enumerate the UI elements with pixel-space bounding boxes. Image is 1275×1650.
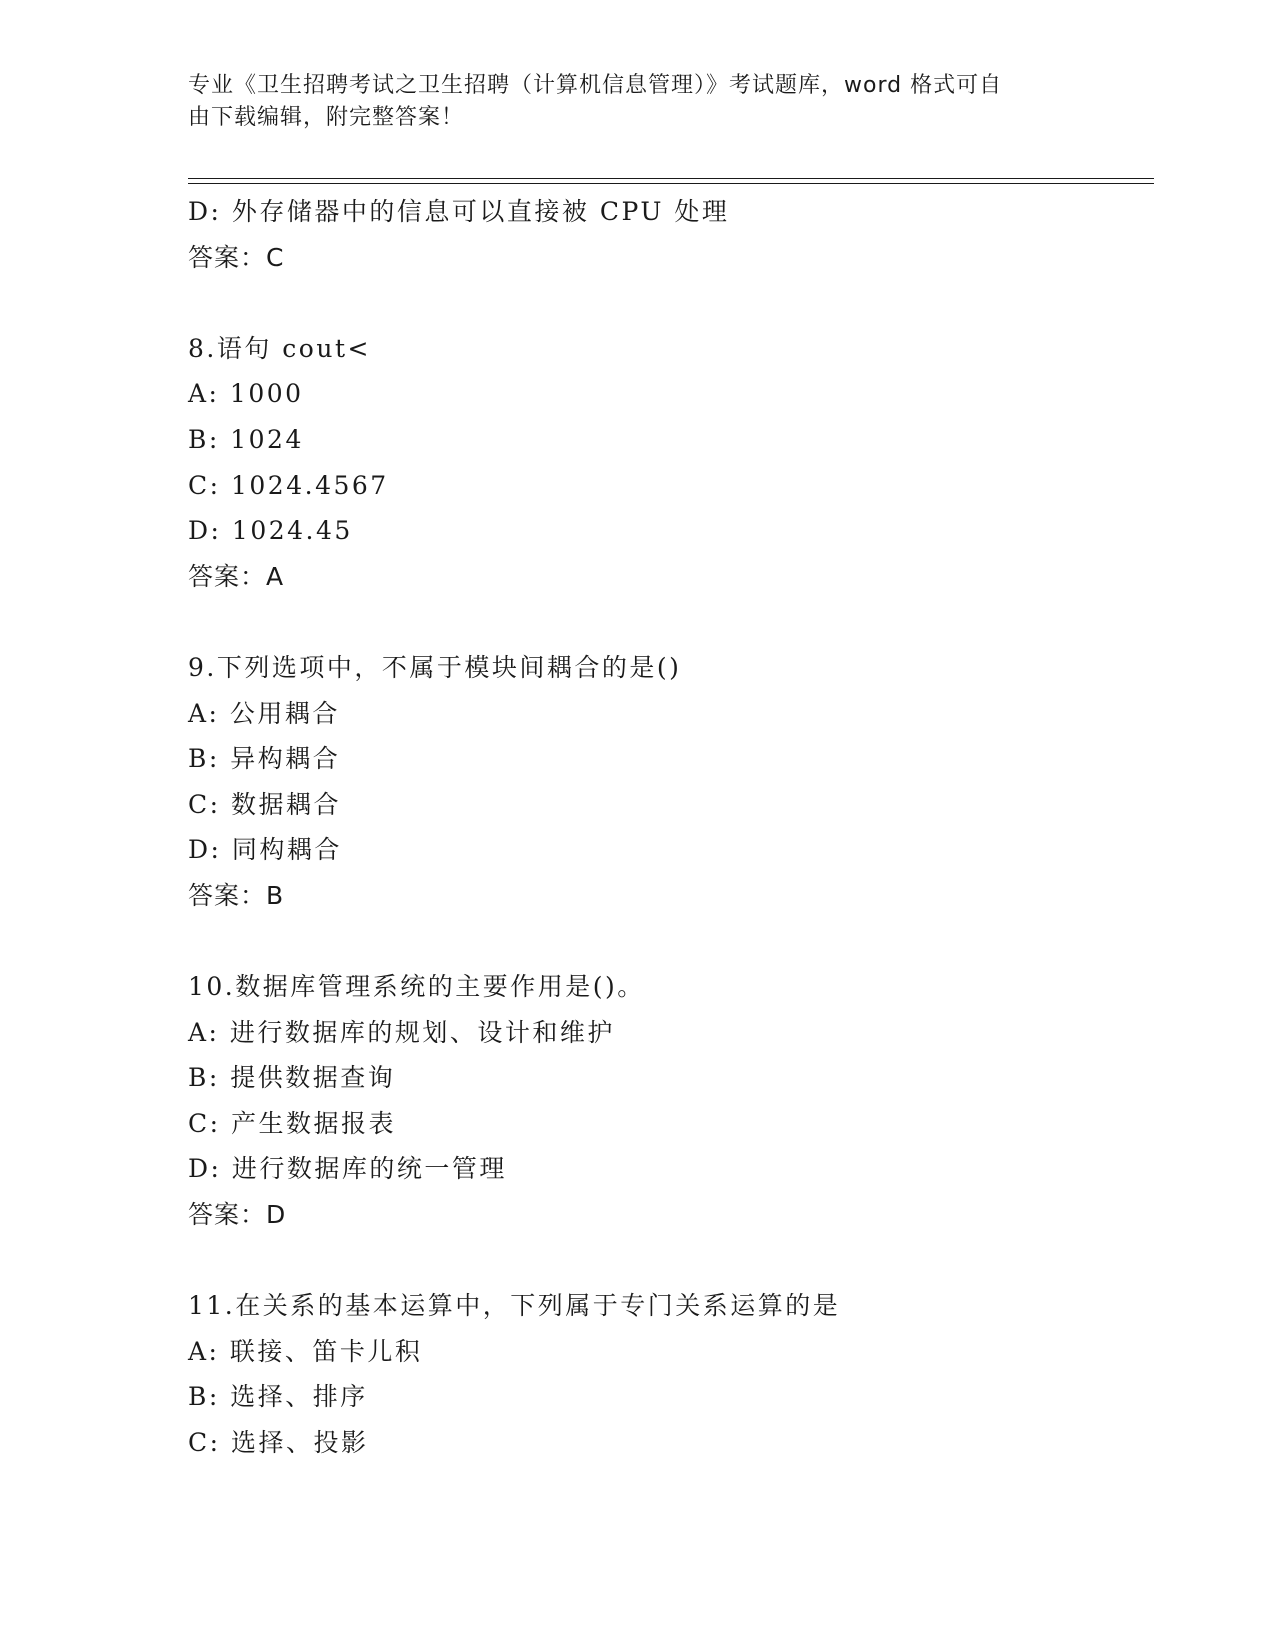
option-a: A: 公用耦合 <box>188 698 340 728</box>
document-header <box>188 70 1068 134</box>
question-answer: 答案：A <box>188 561 285 591</box>
spacer <box>188 599 1148 645</box>
header-rule-thick <box>188 183 1154 184</box>
question-11 <box>188 1283 1148 1465</box>
option-c: C: 数据耦合 <box>188 789 341 819</box>
option-a: A: 联接、笛卡儿积 <box>188 1336 423 1366</box>
option-d: D: 进行数据库的统一管理 <box>188 1154 507 1184</box>
option-b: B: 提供数据查询 <box>188 1063 396 1093</box>
question-answer: 答案：D <box>188 1200 287 1230</box>
question-10 <box>188 964 1148 1238</box>
question-title: 8.语句 cout< <box>188 333 371 363</box>
question-8 <box>188 326 1148 600</box>
option-b: B: 选择、排序 <box>188 1382 368 1412</box>
option-b: B: 1024 <box>188 424 304 454</box>
option-b: B: 异构耦合 <box>188 744 341 774</box>
option-a: A: 进行数据库的规划、设计和维护 <box>188 1017 615 1047</box>
option-c: C: 选择、投影 <box>188 1428 369 1458</box>
header-line-2: 由下载编辑，附完整答案！ <box>188 105 465 130</box>
spacer <box>188 919 1148 965</box>
option-c: C: 1024.4567 <box>188 470 389 500</box>
question-title: 9.下列选项中，不属于模块间耦合的是() <box>188 652 682 682</box>
question-answer: 答案：B <box>188 880 285 910</box>
question-title: 11.在关系的基本运算中，下列属于专门关系运算的是 <box>188 1291 841 1321</box>
header-rule-thin <box>188 178 1154 179</box>
spacer <box>188 280 1148 326</box>
spacer <box>188 1238 1148 1284</box>
question-9 <box>188 645 1148 919</box>
option-d: D: 1024.45 <box>188 516 353 546</box>
prev-question-answer: 答案：C <box>188 242 285 272</box>
question-list <box>188 189 1148 1466</box>
header-line-1: 专业《卫生招聘考试之卫生招聘（计算机信息管理）》考试题库，word 格式可自 <box>188 73 1003 98</box>
option-d: D: 同构耦合 <box>188 835 342 865</box>
option-c: C: 产生数据报表 <box>188 1108 396 1138</box>
question-title: 10.数据库管理系统的主要作用是()。 <box>188 972 645 1002</box>
prev-question-option-d: D: 外存储器中的信息可以直接被 CPU 处理 <box>188 197 730 226</box>
option-a: A: 1000 <box>188 379 304 409</box>
